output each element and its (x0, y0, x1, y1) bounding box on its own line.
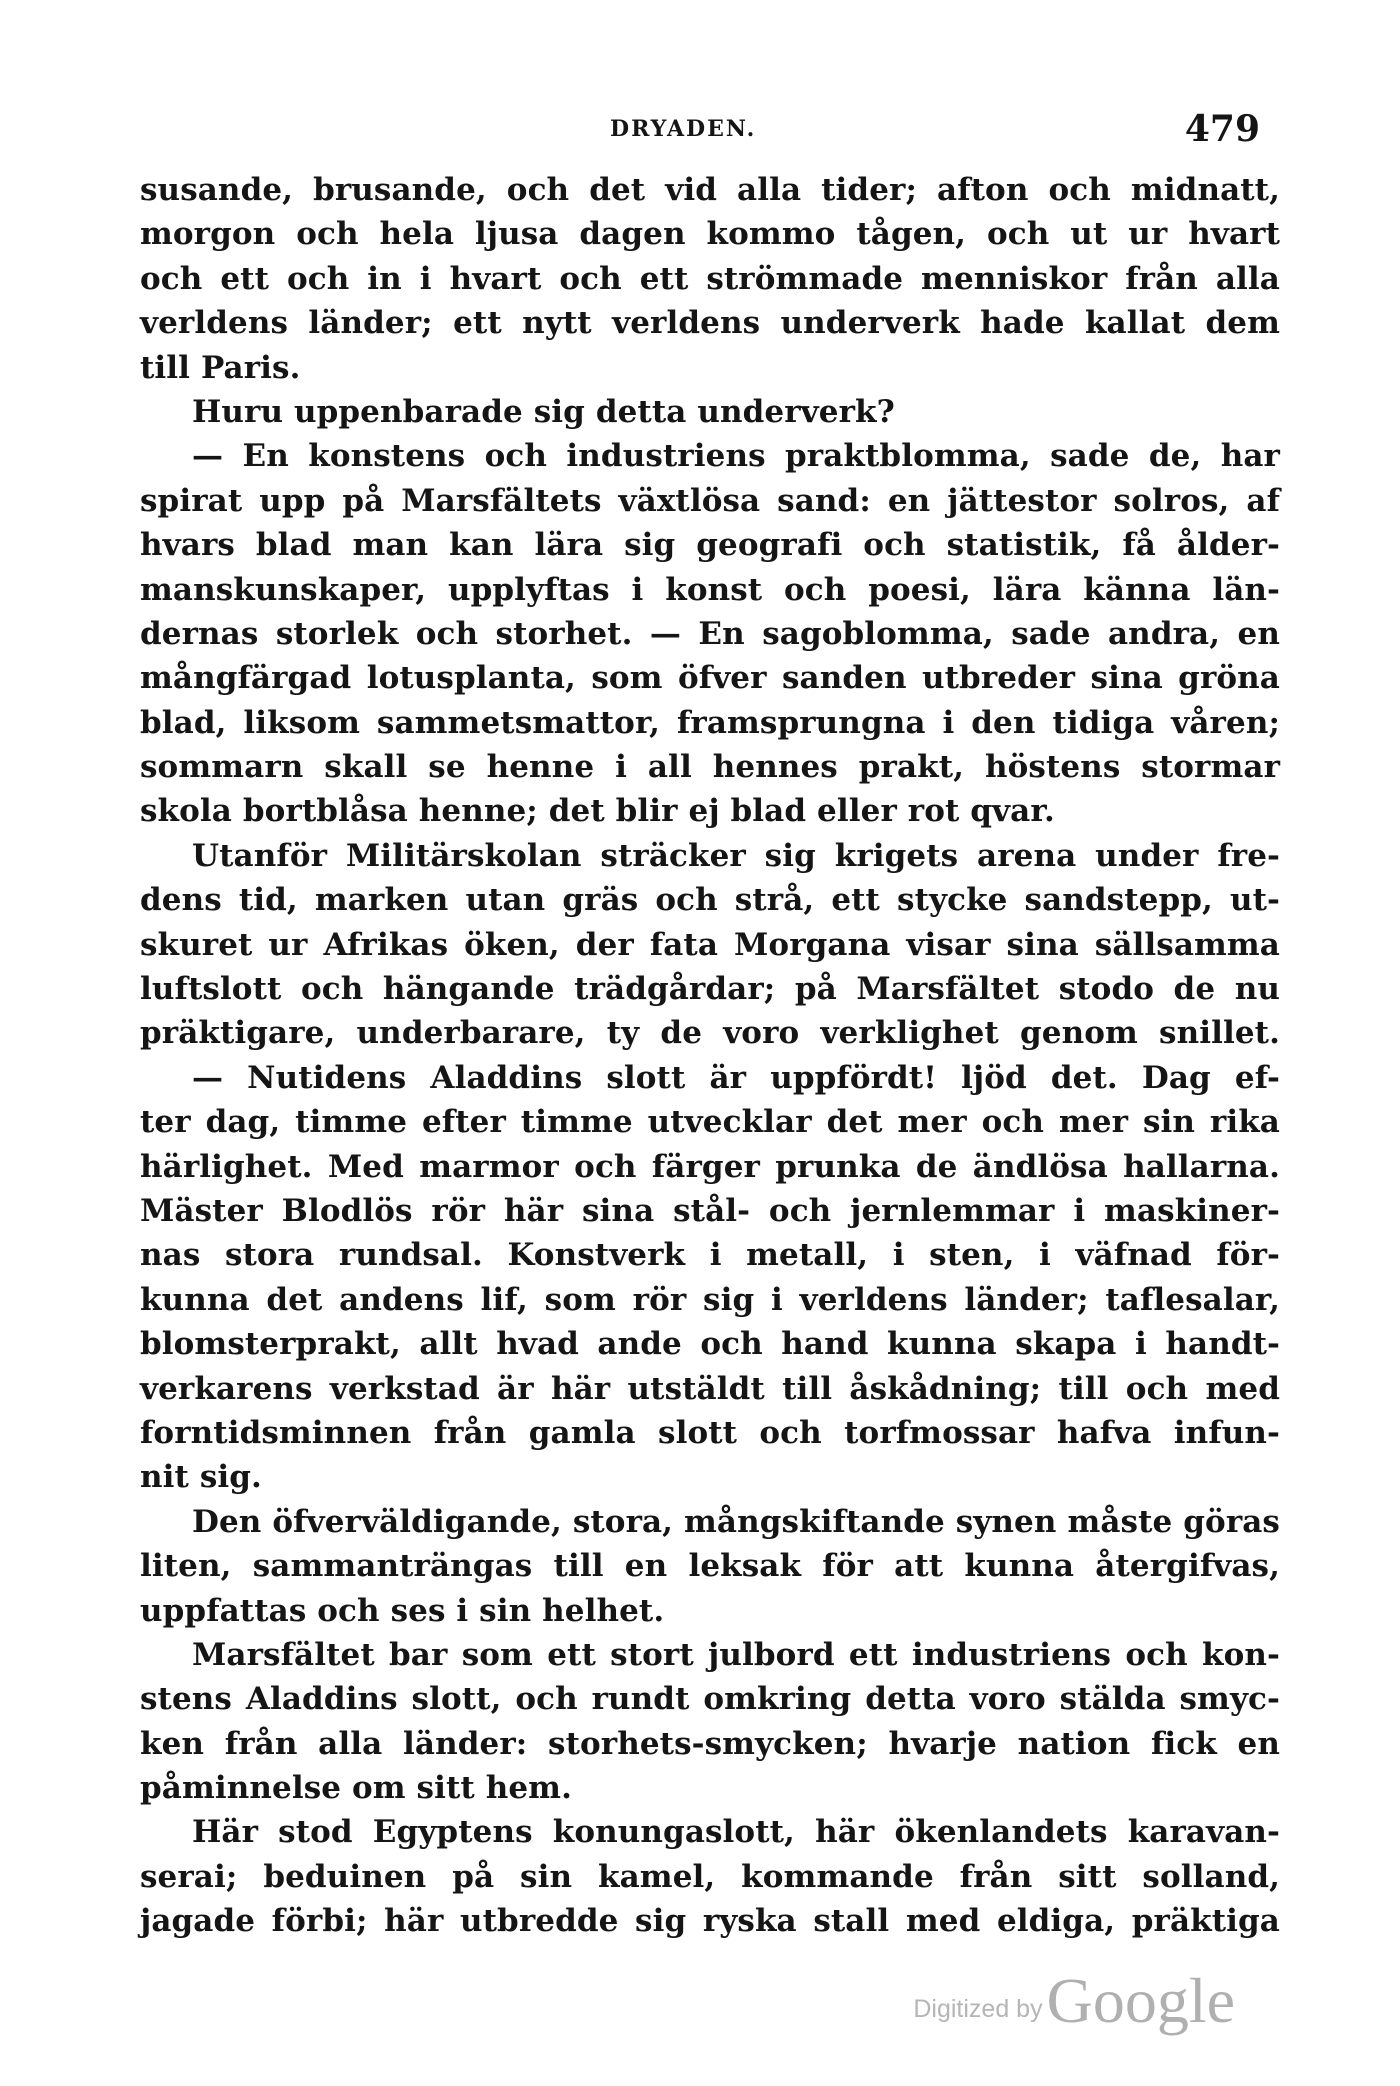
running-title: DRYADEN. (610, 116, 757, 142)
text-line: ken från alla länder: storhets-smycken; hvarje nation fick en (140, 1725, 1280, 1762)
text-line: verldens länder; ett nytt verldens underverk hade kallat dem (140, 305, 1280, 342)
text-line: sommarn skall se henne i all hennes prakt, höstens stormar (140, 749, 1280, 786)
text-line: manskunskaper, upplyftas i konst och poesi, lära känna län- (140, 571, 1280, 608)
text-line: Här stod Egyptens konungaslott, här ökenlandets karavan- (192, 1814, 1280, 1851)
text-line: påminnelse om sitt hem. (140, 1770, 572, 1807)
text-line: och ett och in i hvart och ett strömmade menniskor från alla (140, 260, 1280, 297)
text-line: jagade förbi; här utbredde sig ryska stall med eldiga, präktiga (140, 1903, 1280, 1940)
text-line: Marsfältet bar som ett stort julbord ett industriens och kon- (192, 1636, 1280, 1673)
running-head (0, 108, 1400, 148)
text-line: dernas storlek och storhet. — En sagoblomma, sade andra, en (140, 615, 1280, 652)
text-line: skola bortblåsa henne; det blir ej blad eller rot qvar. (140, 793, 1055, 830)
text-line: nit sig. (140, 1459, 262, 1496)
text-line: luftslott och hängande trädgårdar; på Marsfältet stodo de nu (140, 971, 1280, 1008)
text-line: blad, liksom sammetsmattor, framsprungna i den tidiga våren; (140, 704, 1280, 741)
text-line: hvars blad man kan lära sig geografi och statistik, få ålder- (140, 527, 1280, 564)
text-line: skuret ur Afrikas öken, der fata Morgana visar sina sällsamma (140, 926, 1280, 963)
text-line: liten, sammanträngas till en leksak för att kunna återgifvas, (140, 1548, 1280, 1585)
text-line: spirat upp på Marsfältets växtlösa sand: en jättestor solros, af (140, 482, 1280, 519)
digitized-by-google-watermark (913, 1966, 1235, 2036)
text-line: härlighet. Med marmor och färger prunka de ändlösa hallarna. (140, 1148, 1280, 1185)
text-line: kunna det andens lif, som rör sig i verldens länder; taflesalar, (140, 1281, 1280, 1318)
watermark-prefix: Digitized by (913, 1995, 1043, 2023)
text-line: till Paris. (140, 349, 301, 386)
text-line: uppfattas och ses i sin helhet. (140, 1592, 665, 1629)
text-line: — En konstens och industriens praktblomma, sade de, har (192, 438, 1280, 475)
text-line: Utanför Militärskolan sträcker sig krigets arena under fre- (192, 837, 1280, 874)
page-number: 479 (1184, 108, 1260, 150)
text-line: präktigare, underbarare, ty de voro verklighet genom snillet. (140, 1015, 1280, 1052)
text-line: — Nutidens Aladdins slott är uppfördt! ljöd det. Dag ef- (192, 1059, 1280, 1096)
body-text (140, 168, 1280, 1944)
text-line: stens Aladdins slott, och rundt omkring detta voro stälda smyc- (140, 1681, 1280, 1718)
text-line: morgon och hela ljusa dagen kommo tågen, och ut ur hvart (140, 216, 1280, 253)
google-logo: Google (1046, 1965, 1235, 2036)
text-line: serai; beduinen på sin kamel, kommande från sitt solland, (140, 1858, 1280, 1895)
text-line: forntidsminnen från gamla slott och torfmossar hafva infun- (140, 1414, 1280, 1451)
text-line: nas stora rundsal. Konstverk i metall, i sten, i väfnad för- (140, 1237, 1280, 1274)
text-line: dens tid, marken utan gräs och strå, ett stycke sandstepp, ut- (140, 882, 1280, 919)
text-line: mångfärgad lotusplanta, som öfver sanden utbreder sina gröna (140, 660, 1280, 697)
text-line: Den öfverväldigande, stora, mångskiftande synen måste göras (192, 1503, 1280, 1540)
text-line: verkarens verkstad är här utstäldt till åskådning; till och med (140, 1370, 1280, 1407)
text-line: blomsterprakt, allt hvad ande och hand kunna skapa i handt- (140, 1326, 1280, 1363)
text-line: Huru uppenbarade sig detta underverk? (192, 393, 895, 430)
text-line: ter dag, timme efter timme utvecklar det mer och mer sin rika (140, 1104, 1280, 1141)
text-line: susande, brusande, och det vid alla tider; afton och midnatt, (140, 172, 1280, 208)
text-line: Mäster Blodlös rör här sina stål- och jernlemmar i maskiner- (140, 1192, 1280, 1229)
